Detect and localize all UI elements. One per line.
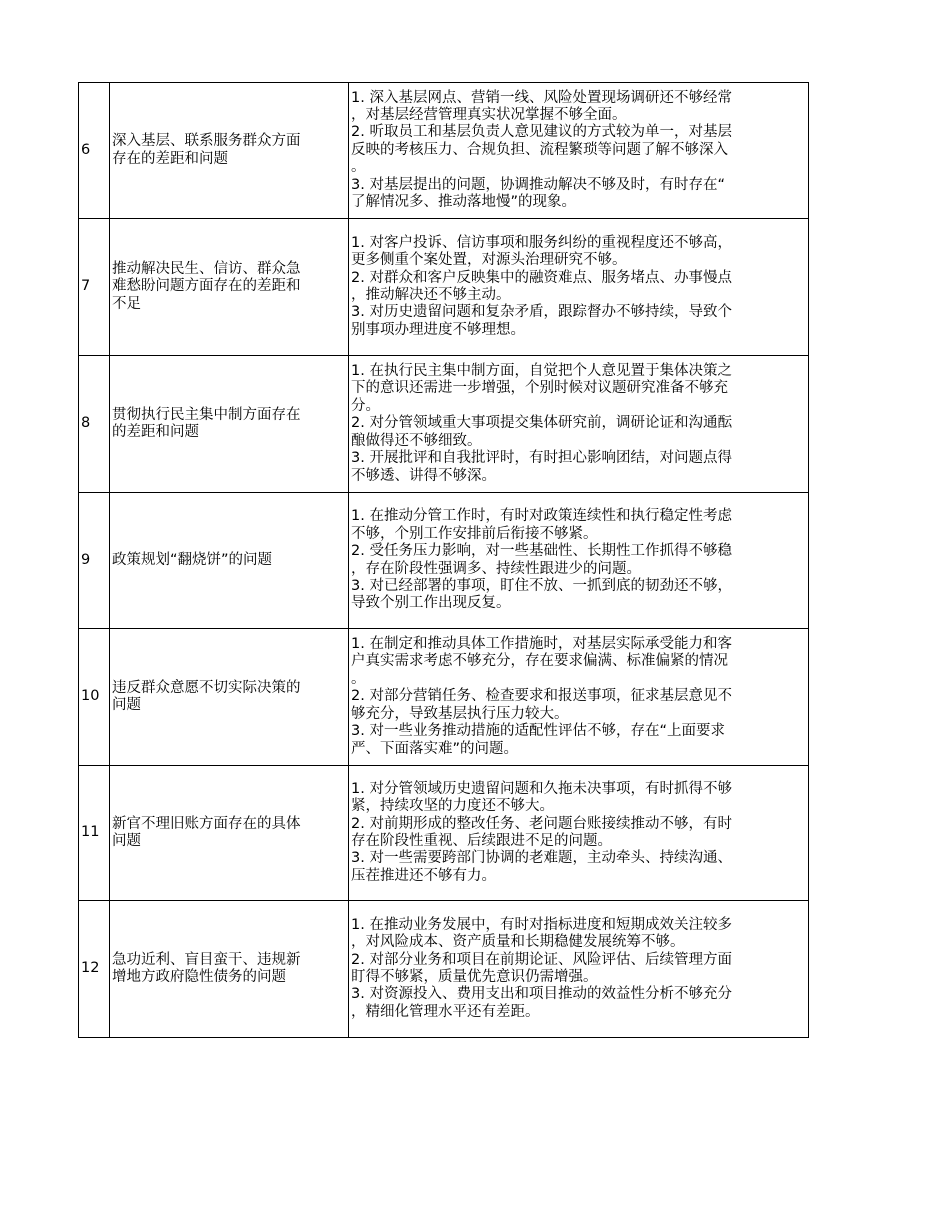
problem-text-line: 3. 对历史遗留问题和复杂矛盾，跟踪督办不够持续，导致个 — [351, 304, 732, 321]
problem-text-line: 反映的考核压力、合规负担、流程繁琐等问题了解不够深入 — [351, 141, 728, 158]
row-number-cell — [79, 766, 110, 901]
problems-cell — [349, 219, 809, 356]
problems-cell — [349, 901, 809, 1038]
topic-cell — [110, 629, 349, 766]
topic-text-line: 难愁盼问题方面存在的差距和 — [112, 278, 301, 295]
topic-text-line: 违反群众意愿不切实际决策的 — [112, 679, 301, 696]
topic-cell — [110, 83, 349, 219]
problem-text-line: 1. 在执行民主集中制方面，自觉把个人意见置于集体决策之 — [351, 363, 732, 380]
problem-text-line: ，对基层经营管理真实状况掌握不够全面。 — [351, 106, 627, 123]
problem-text-line: ，对风险成本、资产质量和长期稳健发展统筹不够。 — [351, 934, 685, 951]
topic-cell — [110, 901, 349, 1038]
row-number: 8 — [81, 415, 91, 432]
problem-text-line: 1. 在推动业务发展中，有时对指标进度和短期成效关注较多 — [351, 916, 732, 933]
problem-text-line: 3. 对已经部署的事项，盯住不放、一抓到底的韧劲还不够， — [351, 577, 732, 594]
topic-text-line: 问题 — [112, 697, 141, 713]
problem-text-line: 2. 听取员工和基层负责人意见建议的方式较为单一，对基层 — [351, 124, 732, 141]
problem-text-line: 3. 对资源投入、费用支出和项目推动的效益性分析不够充分 — [351, 986, 732, 1003]
table-row — [79, 83, 809, 219]
problem-text-line: 2. 对前期形成的整改任务、老问题台账接续推动不够，有时 — [351, 815, 732, 832]
topic-text-line: 的差距和问题 — [112, 424, 199, 440]
problem-text-line: 盯得不够紧，质量优先意识仍需增强。 — [351, 969, 598, 985]
problem-text-line: 1. 在制定和推动具体工作措施时，对基层实际承受能力和客 — [351, 636, 732, 653]
topic-cell — [110, 766, 349, 901]
problem-text-line: 。 — [351, 670, 366, 687]
problem-text-line: 。 — [351, 159, 366, 176]
issues-table-body — [79, 83, 809, 1038]
problem-text-line: 下的意识还需进一步增强，个别时候对议题研究准备不够充 — [351, 380, 728, 397]
problem-text-line: 别事项办理进度不够理想。 — [351, 321, 525, 338]
problem-text-line: ，精细化管理水平还有差距。 — [351, 1003, 540, 1020]
table-row — [79, 766, 809, 901]
problems-cell — [349, 493, 809, 629]
topic-text-line: 深入基层、联系服务群众方面 — [112, 133, 301, 150]
problems-cell — [349, 356, 809, 493]
topic-text-line: 贯彻执行民主集中制方面存在 — [112, 406, 301, 423]
problem-text-line: 导致个别工作出现反复。 — [351, 595, 511, 612]
problem-text-line: 2. 对部分业务和项目在前期论证、风险评估、后续管理方面 — [351, 951, 732, 968]
row-number-cell — [79, 629, 110, 766]
row-number-cell — [79, 493, 110, 629]
topic-text-line: 急功近利、盲目蛮干、违规新 — [112, 951, 301, 968]
problems-cell — [349, 83, 809, 219]
problem-text-line: 更多侧重个案处置，对源头治理研究不够。 — [351, 252, 627, 269]
topic-cell — [110, 219, 349, 356]
topic-text-line: 新官不理旧账方面存在的具体 — [112, 815, 301, 832]
row-number: 12 — [81, 960, 100, 977]
row-number: 6 — [81, 141, 91, 158]
problem-text-line: ，存在阶段性强调多、持续性跟进少的问题。 — [351, 560, 641, 577]
problems-cell — [349, 766, 809, 901]
topic-text-line: 推动解决民生、信访、群众急 — [112, 260, 301, 277]
table-row — [79, 629, 809, 766]
problem-text-line: 酿做得还不够细致。 — [351, 432, 482, 449]
problem-text-line: 紧，持续攻坚的力度还不够大。 — [351, 798, 554, 815]
row-number-cell — [79, 219, 110, 356]
topic-text-line: 政策规划“翻烧饼”的问题 — [112, 551, 273, 568]
problem-text-line: 3. 对一些需要跨部门协调的老难题，主动牵头、持续沟通、 — [351, 850, 732, 867]
topic-text-line: 问题 — [112, 833, 141, 849]
row-number-cell — [79, 83, 110, 219]
problem-text-line: 3. 开展批评和自我批评时，有时担心影响团结，对问题点得 — [351, 450, 732, 467]
problem-text-line: 不够透、讲得不够深。 — [351, 467, 496, 484]
problem-text-line: 不够，个别工作安排前后衔接不够紧。 — [351, 525, 598, 542]
problem-text-line: 2. 对群众和客户反映集中的融资难点、服务堵点、办事慢点 — [351, 269, 732, 286]
row-number: 11 — [81, 824, 100, 841]
problem-text-line: 2. 受任务压力影响，对一些基础性、长期性工作抓得不够稳 — [351, 543, 732, 560]
row-number-cell — [79, 901, 110, 1038]
topic-cell — [110, 493, 349, 629]
problem-text-line: 存在阶段性重视、后续跟进不足的问题。 — [351, 833, 612, 849]
topic-text-line: 不足 — [112, 295, 141, 312]
problem-text-line: 够充分，导致基层执行压力较大。 — [351, 705, 569, 722]
row-number: 7 — [81, 278, 91, 295]
problem-text-line: 分。 — [351, 397, 380, 414]
topic-text-line: 增地方政府隐性债务的问题 — [112, 969, 286, 985]
issues-table — [78, 82, 809, 1038]
problem-text-line: 1. 深入基层网点、营销一线、风险处置现场调研还不够经常 — [351, 89, 732, 106]
row-number: 9 — [81, 551, 91, 568]
row-number-cell — [79, 356, 110, 493]
problem-text-line: 压茬推进还不够有力。 — [351, 867, 496, 884]
problem-text-line: 1. 对客户投诉、信访事项和服务纠纷的重视程度还不够高， — [351, 234, 732, 251]
problem-text-line: 2. 对部分营销任务、检查要求和报送事项，征求基层意见不 — [351, 688, 732, 705]
topic-cell — [110, 356, 349, 493]
problem-text-line: 2. 对分管领域重大事项提交集体研究前，调研论证和沟通酝 — [351, 415, 732, 432]
problem-text-line: 1. 在推动分管工作时，有时对政策连续性和执行稳定性考虑 — [351, 508, 732, 525]
problem-text-line: 3. 对一些业务推动措施的适配性评估不够，存在“上面要求 — [351, 723, 725, 740]
table-row — [79, 493, 809, 629]
table-row — [79, 356, 809, 493]
problems-cell — [349, 629, 809, 766]
problem-text-line: 1. 对分管领域历史遗留问题和久拖未决事项，有时抓得不够 — [351, 780, 732, 797]
problem-text-line: 户真实需求考虑不够充分，存在要求偏满、标准偏紧的情况 — [351, 653, 728, 670]
topic-text-line: 存在的差距和问题 — [112, 150, 228, 167]
problem-text-line: ，推动解决还不够主动。 — [351, 287, 511, 303]
table-row — [79, 901, 809, 1038]
problem-text-line: 了解情况多、推动落地慢”的现象。 — [351, 194, 577, 211]
row-number: 10 — [81, 688, 100, 705]
problem-text-line: 3. 对基层提出的问题，协调推动解决不够及时，有时存在“ — [351, 176, 725, 193]
table-row — [79, 219, 809, 356]
problem-text-line: 严、下面落实难”的问题。 — [351, 740, 519, 757]
